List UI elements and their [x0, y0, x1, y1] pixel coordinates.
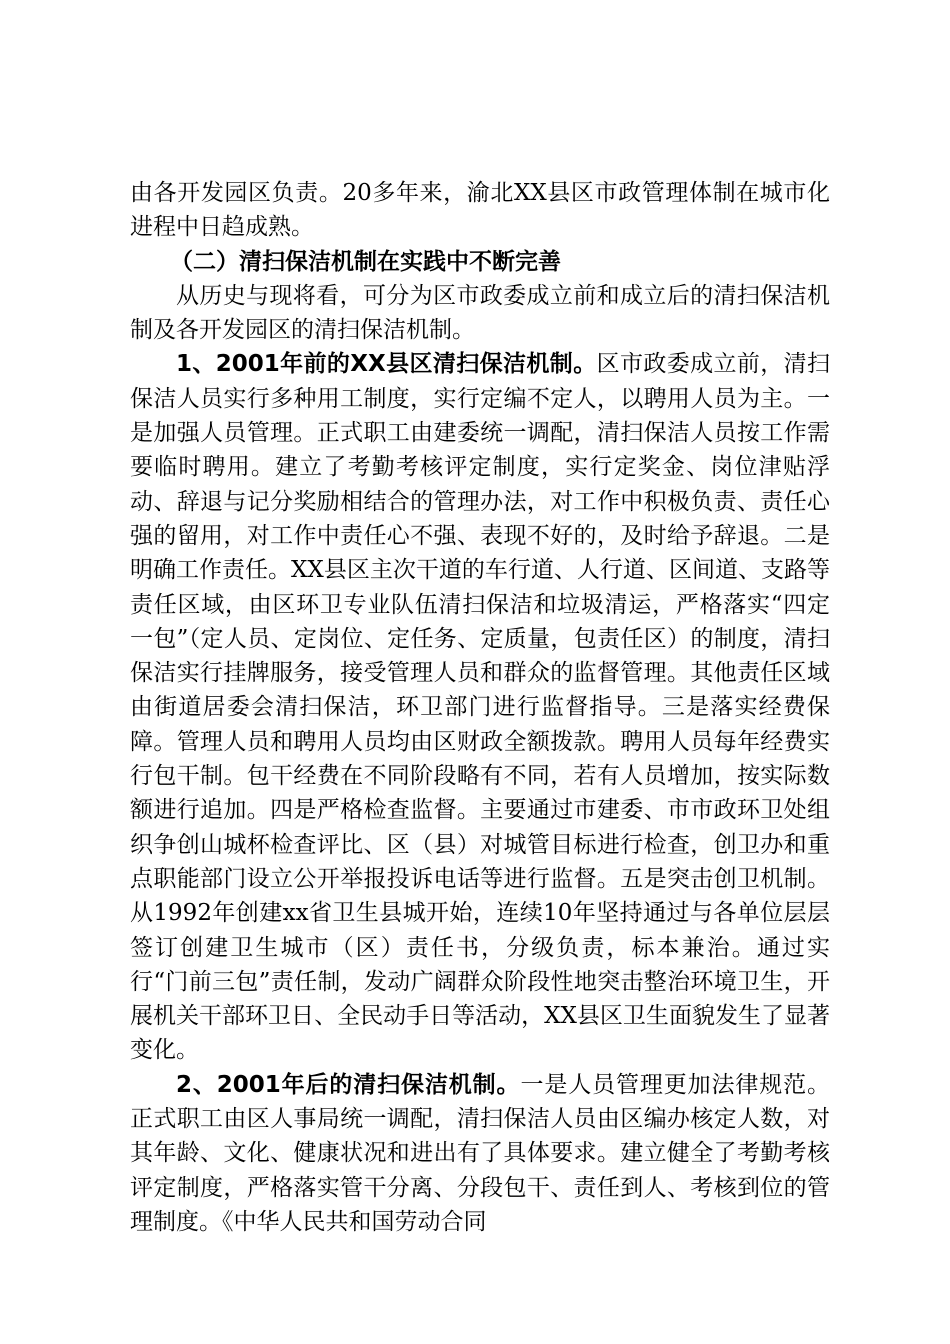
paragraph-continuation: 由各开发园区负责。20多年来，渝北XX县区市政管理体制在城市化进程中日趋成熟。	[130, 180, 830, 241]
section-1-lead: 1、2001年前的XX县区清扫保洁机制。	[176, 351, 597, 378]
document-page	[130, 176, 830, 1239]
paragraph-section-1	[130, 347, 830, 1067]
paragraph-section-2	[130, 1068, 830, 1239]
section-2-lead: 2、2001年后的清扫保洁机制。	[176, 1071, 521, 1098]
section-1-body: 区市政委成立前，清扫保洁人员实行多种用工制度，实行定编不定人，以聘用人员为主。一是加强人员管理。正式职工由建委统一调配，清扫保洁人员按工作需要临时聘用。建立了考勤考核评定制度，实行定奖金、岗位津贴浮动、辞退与记分奖励相结合的管理办法，对工作中积极负责、责任心强的留用，对工作中责任心不强、表现不好的，及时给予辞退。二是明确工作责任。XX县区主次干道的车行道、人行道、区间道、支路等责任区域，由区环卫专业队伍清扫保洁和垃圾清运，严格落实“四定一包”（定人员、定岗位、定任务、定质量，包责任区）的制度，清扫保洁实行挂牌服务，接受管理人员和群众的监督管理。其他责任区域由街道居委会清扫保洁，环卫部门进行监督指导。三是落实经费保障。管理人员和聘用人员均由区财政全额拨款。聘用人员每年经费实行包干制。包干经费在不同阶段略有不同，若有人员增加，按实际数额进行追加。四是严格检查监督。主要通过市建委、市市政环卫处组织争创山城杯检查评比、区（县）对城管目标进行检查，创卫办和重点职能部门设立公开举报投诉电话等进行监督。五是突击创卫机制。从1992年创建xx省卫生县城开始，连续10年坚持通过与各单位层层签订创建卫生城市（区）责任书，分级负责，标本兼治。通过实行“门前三包”责任制，发动广阔群众阶段性地突击整治环境卫生，开展机关干部环卫日、全民动手日等活动，XX县区卫生面貌发生了显著变化。	[130, 351, 831, 1064]
section-heading: （二）清扫保洁机制在实践中不断完善	[170, 248, 561, 275]
paragraph-intro: 从历史与现将看，可分为区市政委成立前和成立后的清扫保洁机制及各开发园区的清扫保洁机制。	[130, 282, 830, 344]
section-2-body: 一是人员管理更加法律规范。正式职工由区人事局统一调配，清扫保洁人员由区编办核定人数，对其年龄、文化、健康状况和进出有了具体要求。建立健全了考勤考核评定制度，严格落实管干分离、分段包干、责任到人、考核到位的管理制度。《中华人民共和国劳动合同	[130, 1071, 830, 1235]
